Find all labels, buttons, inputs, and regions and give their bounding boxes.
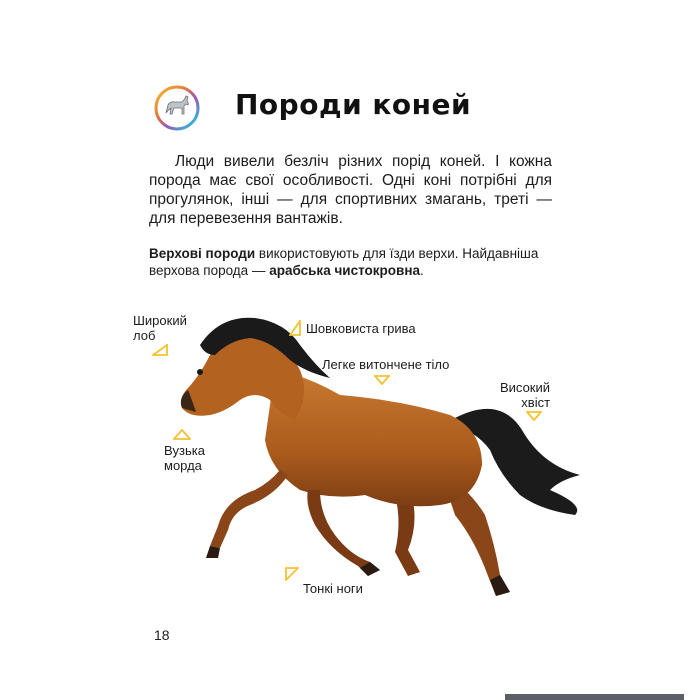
riding-breeds-paragraph: [149, 245, 549, 279]
label-high-tail-line1: Високий: [500, 380, 551, 395]
label-wide-forehead: [133, 313, 187, 343]
arabian-breed-term: арабська чистокровна: [269, 263, 420, 278]
marker-triangle-icon: [374, 375, 390, 385]
label-high-tail: [500, 380, 550, 410]
riding-breeds-term: Верхові породи: [149, 246, 256, 261]
marker-triangle-icon: [289, 320, 301, 336]
bottom-edge-strip: [505, 694, 684, 700]
label-narrow-muzzle-line2: морда: [164, 458, 202, 473]
marker-triangle-icon: [173, 429, 191, 440]
horse-logo-icon: [153, 84, 201, 132]
label-narrow-muzzle: [164, 443, 205, 473]
page-title: Породи коней: [235, 88, 472, 121]
intro-paragraph: Люди вивели безліч різних порід коней. І кожна порода має свої особливості. Одні коні потрібні для прогулянок, інші — для спортивних змагань, треті — для перевезення вантажів.: [149, 153, 552, 227]
label-thin-legs: Тонкі ноги: [303, 581, 363, 596]
riding-breeds-end: .: [419, 263, 424, 278]
label-wide-forehead-line2: лоб: [133, 328, 156, 343]
label-narrow-muzzle-line1: Вузька: [164, 443, 205, 458]
marker-triangle-icon: [152, 344, 168, 356]
riding-breeds-text: використовують для їзди верхи. Найдавніша верхова порода —: [149, 246, 539, 278]
label-wide-forehead-line1: Широкий: [133, 313, 187, 328]
label-light-body: Легке витончене тіло: [322, 357, 450, 372]
page-number: 18: [154, 627, 170, 643]
label-high-tail-line2: хвіст: [521, 395, 551, 410]
horse-illustration: [170, 300, 610, 605]
label-silky-mane: Шовковиста грива: [306, 321, 416, 336]
marker-triangle-icon: [526, 411, 542, 421]
marker-triangle-icon: [285, 567, 299, 581]
